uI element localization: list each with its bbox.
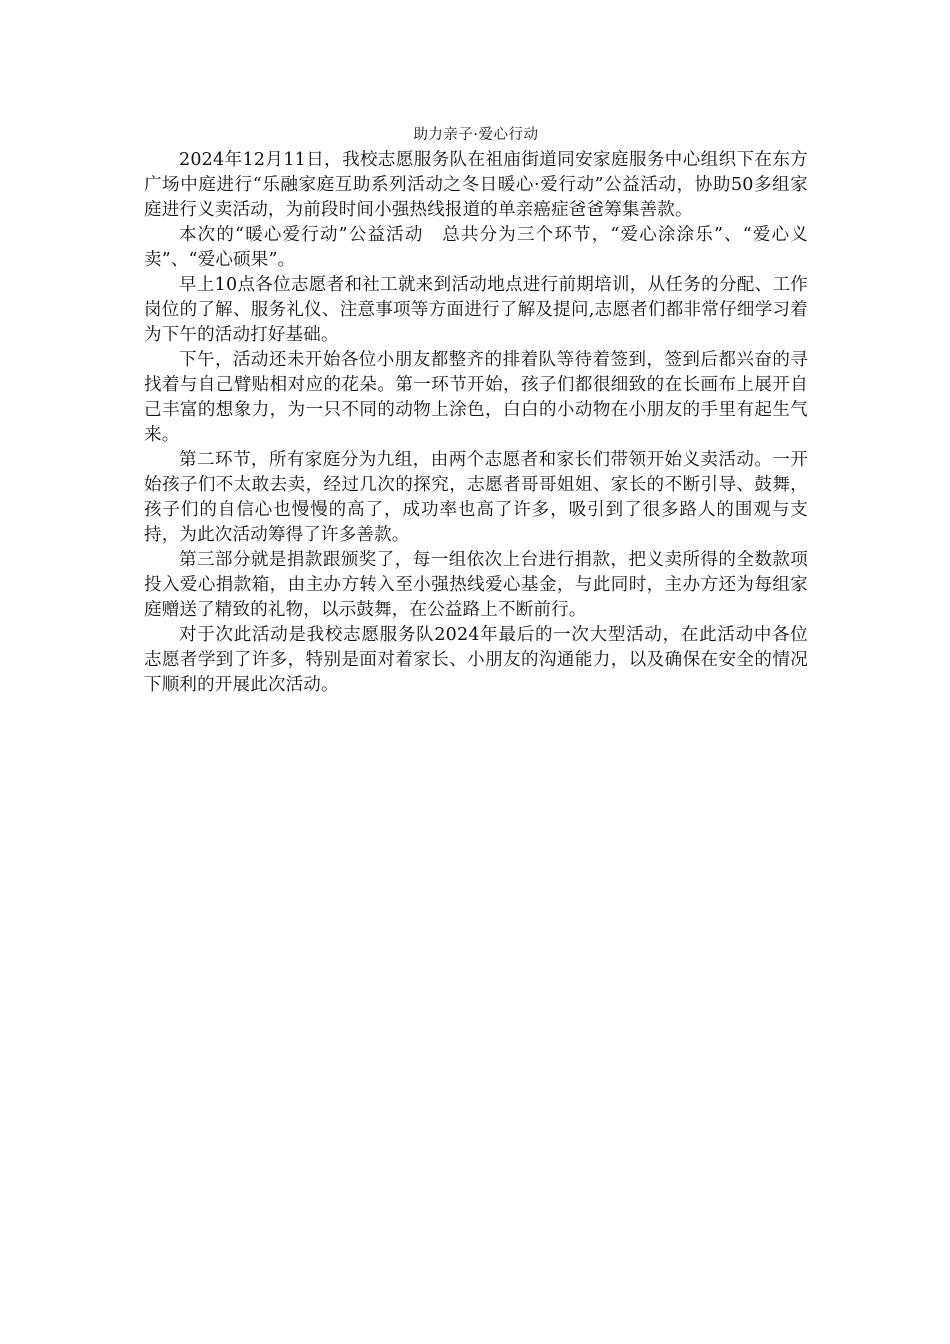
document-title: 助力亲子·爱心行动 xyxy=(413,127,539,143)
paragraph-6: 第三部分就是捐款跟颁奖了，每一组依次上台进行捐款，把义卖所得的全数款项投入爱心捐款箱，由主办方转入至小强热线爱心基金，与此同时，主办方还为每组家庭赠送了精致的礼物，以示鼓舞，在公益路上不断前行。 xyxy=(144,550,808,620)
paragraph-2: 本次的“暖心爱行动”公益活动 总共分为三个环节，“爱心涂涂乐”、“爱心义卖”、“爱心硕果”。 xyxy=(144,225,808,270)
paragraph-4: 下午，活动还未开始各位小朋友都整齐的排着队等待着签到，签到后都兴奋的寻找着与自己臂贴相对应的花朵。第一环节开始，孩子们都很细致的在长画布上展开自己丰富的想象力，为一只不同的动物上涂色，白白的小动物在小朋友的手里有起生气来。 xyxy=(144,350,808,445)
paragraph-7: 对于次此活动是我校志愿服务队2024年最后的一次大型活动，在此活动中各位志愿者学到了许多，特别是面对着家长、小朋友的沟通能力，以及确保在安全的情况下顺利的开展此次活动。 xyxy=(144,625,808,695)
paragraph-5: 第二环节，所有家庭分为九组，由两个志愿者和家长们带领开始义卖活动。一开始孩子们不太敢去卖，经过几次的探究，志愿者哥哥姐姐、家长的不断引导、鼓舞，孩子们的自信心也慢慢的高了，成功率也高了许多，吸引到了很多路人的围观与支持，为此次活动筹得了许多善款。 xyxy=(144,450,808,545)
paragraph-1: 2024年12月11日，我校志愿服务队在祖庙街道同安家庭服务中心组织下在东方广场中庭进行“乐融家庭互助系列活动之冬日暖心·爱行动”公益活动，协助50多组家庭进行义卖活动，为前段时间小强热线报道的单亲癌症爸爸筹集善款。 xyxy=(144,150,808,220)
document-body xyxy=(144,124,808,698)
paragraph-3: 早上10点各位志愿者和社工就来到活动地点进行前期培训，从任务的分配、工作岗位的了解、服务礼仪、注意事项等方面进行了解及提问,志愿者们都非常仔细学习着为下午的活动打好基础。 xyxy=(144,275,808,345)
